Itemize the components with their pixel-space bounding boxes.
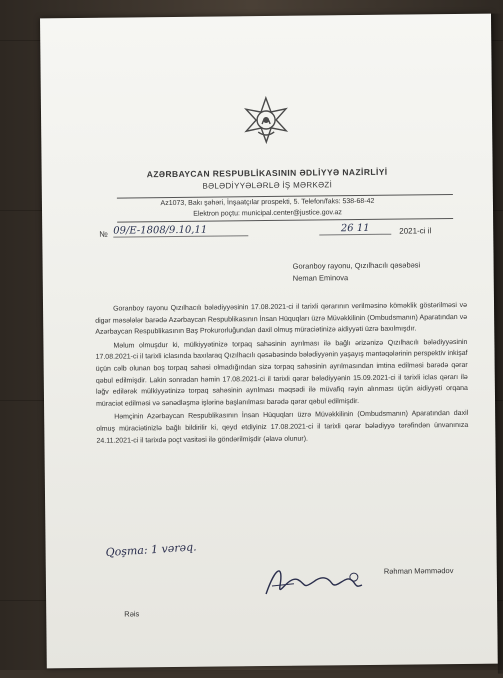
recipient-address: Goranboy rayonu, Qızılhacılı qəsəbəsi (292, 260, 421, 271)
body-paragraph-3: Həmçinin Azərbaycan Respublikasının İnsan Hüquqları üzrə Müvəkkilinin (Ombudsmanın) Aparatından daxil olmuş müraciətinizlə bağlı bildirilir ki, qeyd etdiyiniz 17.08.2021-ci il tarixli qərar bələdiyyə tərəfindən ünvanınıza 24.11.2021-ci il tarixdə poçt vasitəsi ilə göndərilmişdir (əlavə olunur). (96, 410, 469, 445)
subdivision-title: BƏLƏDİYYƏLƏRLƏ İŞ MƏRKƏZİ (202, 180, 333, 191)
signer-name: Rəhman Məmmədov (383, 566, 454, 576)
ministry-title: AZƏRBAYCAN RESPUBLİKASININ ƏDLİYYƏ NAZİRLİYİ (146, 166, 388, 180)
email-line: Elektron poçtu: municipal.center@justice.gov.az (193, 209, 342, 218)
reference-number-handwritten: 09/E-1808/9.10,11 (113, 224, 248, 237)
body-paragraph-2: Məlum olmuşdur ki, mülkiyyətinizə torpaq sahəsinin ayrılması ilə bağlı ərizənizə Qızılhacılı bələdiyyəsinin 17.08.2021-ci il tarixli iclasında baxılaraq Qızılhacılı qəsəbəsində bələdiyyənin yaşayış məntəqələrinin perspektiv inkişaf üçün cəlb olunan boş torpaq sahəsi olmadığından sizə torpaq sahəsinin ayrılmasından imtina edilməsi barədə qərar qəbul edilmişdir. Lakin sonradan həmin 17.08.2021-ci il tarixli qərar bələdiyyənin 15.09.2021-ci il tarixli iclas qərarı ilə ləğv edilərək mülkiyyətinizə torpaq sahəsinin ayrılması məqsədi ilə müvafiq rəyin alınması üçün aidiyyəti orqana müraciət edilməsi və sənədləşmə işlərinə başlanılması barədə qərar qəbul edilmişdir. (95, 338, 468, 408)
date-handwritten: 26 11 (319, 223, 391, 236)
address-line: Az1073, Bakı şəhəri, İnşaatçılar prospekti, 5. Telefon/faks: 538-68-42 (160, 197, 375, 208)
azerbaijan-state-emblem-icon (241, 96, 291, 145)
reference-row (99, 223, 469, 243)
header-divider-bottom (117, 218, 453, 223)
attachment-handwritten-note: Qoşma: 1 vərəq. (105, 540, 197, 560)
recipient-name: Neman Eminova (292, 273, 349, 283)
letter-document (40, 14, 498, 669)
body-paragraph-1: Goranboy rayonu Qızılhacılı bələdiyyəsinin 17.08.2021-ci il tarixli qərarının verilməsinə köməklik göstərilməsi və digər məsələlər barədə Azərbaycan Respublikasının İnsan Hüquqları üzrə Müvəkkilinin (Ombudsmanın) Aparatından və Azərbaycan Respublikasının Baş Prokurorluğundan daxil olmuş müraciətinizə aidiyyəti üzrə baxılmışdır. (95, 301, 468, 336)
letter-body (95, 300, 468, 449)
paper-shadow (491, 14, 503, 674)
signer-title: Rəis (124, 609, 140, 619)
date-year-printed: 2021-ci il (399, 226, 432, 236)
reference-number-label: № (99, 229, 108, 239)
handwritten-signature-icon (258, 555, 369, 606)
